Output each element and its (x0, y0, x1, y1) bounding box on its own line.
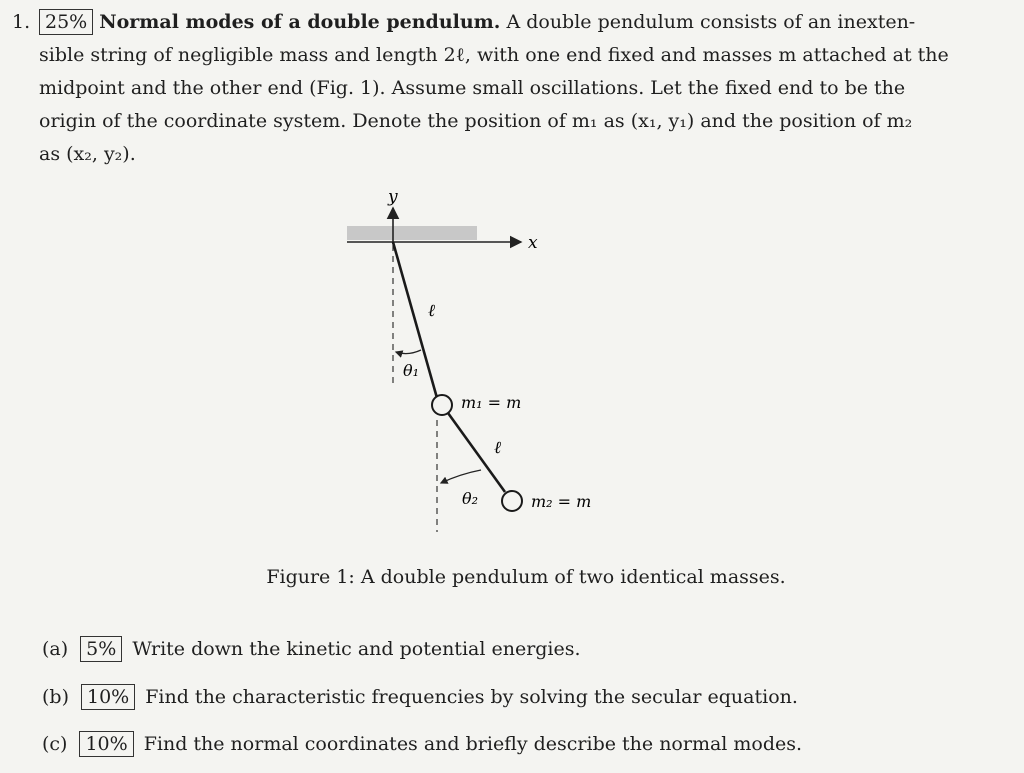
part-a-weight-badge: 5% (80, 636, 122, 662)
part-a-label: (a) (42, 638, 69, 660)
figure-caption: Figure 1: A double pendulum of two identical masses. (266, 566, 786, 588)
problem-weight-badge: 25% (39, 9, 93, 35)
mass-2-label: m₂ = m (531, 492, 592, 511)
intro-line-5: as (x₂, y₂). (39, 143, 136, 165)
mass-2-bob (502, 491, 522, 511)
mass-1-label: m₁ = m (461, 393, 522, 412)
part-b-weight-badge: 10% (81, 684, 135, 710)
length-label-2: ℓ (494, 438, 502, 458)
length-label-1: ℓ (428, 301, 436, 321)
problem-number: 1. (12, 11, 31, 33)
mass-1-bob (432, 395, 452, 415)
x-axis-label: x (528, 233, 538, 253)
angle-1-arc (396, 350, 421, 354)
part-b-text: Find the characteristic frequencies by solving the secular equation. (145, 686, 798, 708)
intro-line-4: origin of the coordinate system. Denote the position of m₁ as (x₁, y₁) and the position of m₂ (39, 110, 913, 132)
intro-line-1: A double pendulum consists of an inexten- (506, 11, 916, 33)
angle-2-arc (441, 470, 481, 483)
part-a (42, 636, 581, 662)
part-c-label: (c) (42, 733, 68, 755)
part-c (42, 731, 802, 757)
problem-title: Normal modes of a double pendulum. (99, 11, 501, 33)
part-c-weight-badge: 10% (79, 731, 133, 757)
part-b (42, 684, 798, 710)
part-a-text: Write down the kinetic and potential energies. (132, 638, 581, 660)
angle-2-label: θ₂ (462, 489, 479, 508)
intro-line-2: sible string of negligible mass and length 2ℓ, with one end fixed and masses m attached at the (39, 44, 949, 66)
ceiling-support (347, 226, 477, 240)
part-c-text: Find the normal coordinates and briefly describe the normal modes. (143, 733, 803, 755)
angle-1-label: θ₁ (403, 361, 420, 380)
y-axis-label: y (388, 187, 398, 207)
intro-line-3: midpoint and the other end (Fig. 1). Assume small oscillations. Let the fixed end to be the (39, 77, 906, 99)
part-b-label: (b) (42, 686, 69, 708)
